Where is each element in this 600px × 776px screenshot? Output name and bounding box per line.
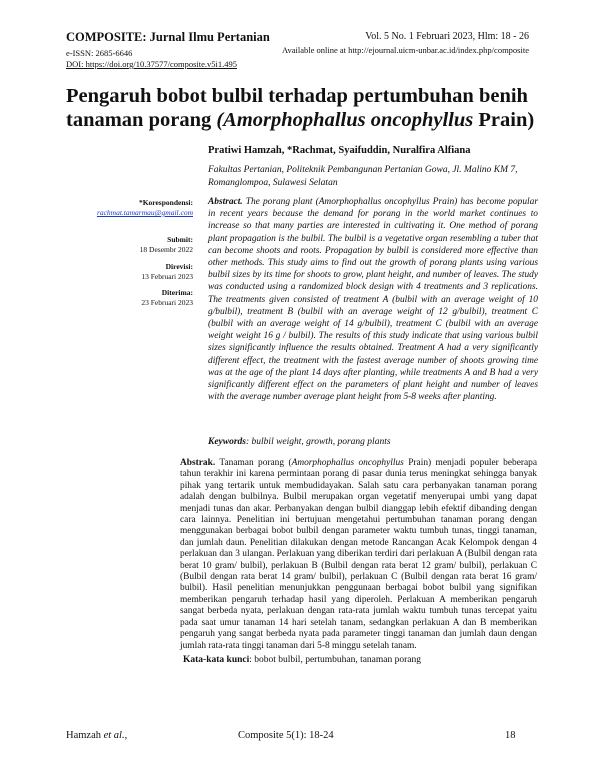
diterima-label: Diterima: [161,288,193,297]
volume-info: Vol. 5 No. 1 Februari 2023, Hlm: 18 - 26 [365,31,529,42]
page-number: 18 [505,730,516,741]
affiliation: Fakultas Pertanian, Politeknik Pembangunan Pertanian Gowa, Jl. Malino KM 7, Romanglompoa, Sulawesi Selatan [208,165,518,188]
keywords-en-text: : bulbil weight, growth, porang plants [246,437,391,447]
abstract-id-text-post: Prain) menjadi populer beberapa tahun terakhir ini karena permintaan porang di pasar dunia terus meningkat sehingga banyak pihak yang tertarik untuk membudidayakan. Salah satu cara perbanyakan tanaman porang adalah dengan bulbilnya. Bulbil merupakan organ vegetatif menyerupai umbi yang dapat menjadi tunas dan akar. Perbanyakan dengan bulbil dianggap lebih efektif dibanding dengan cara lainnya. Penelitian ini bertujuan mengetahui pertumbuhan tanaman porang dengan menggunakan berbagai bobot bulbil dengan parameter waktu tumbuh tunas, tinggi tanaman, dan jumlah daun. Penelitian dilakukan dengan metode Rancangan Acak Kelompok dengan 4 perlakuan dan 3 ulangan. Perlakuan yang diberikan terdiri dari perlakuan A (Bulbil dengan rata berat 10 gram/ bulbil), perlakuan B (Bulbil dengan rata berat 12 gram/ bulbil), perlakuan C (Bulbil dengan rata berat 14 gram/ bulbil), perlakuan C (Bulbil dengan rata berat 16 gram/ bulbil). Hasil penelitian menunjukkan penggunaan berbagai bobot bulbil yang signifikan memberikan pengaruh terhadap hasil yang diperoleh. Perlakuan A memberikan pengaruh sangat berbeda nyata, perlakuan dengan rata-rata jumlah waktu tumbuh tunas tercepat yaitu pada saat umur tanaman 14 hari setelah tanam, sedangkan perlakuan A dan B memberikan pengaruh yang sangat berbeda nyata pada parameter tinggi tanaman dan jumlah daun dengan jumlah rata-rata tinggi tanaman dari 5-8 minggu setelah tanam. [180,458,537,651]
title-scientific-name: (Amorphophallus oncophyllus [216,109,474,131]
revision-info [53,262,193,282]
abstract-en-lead: Abstract. [208,197,243,207]
title-suffix: Prain) [473,109,535,131]
abstract-id-lead: Abstrak. [180,458,216,468]
diterima-date: 23 Februari 2023 [141,298,193,307]
correspondence [53,198,193,218]
footer-citation: Composite 5(1): 18-24 [238,730,334,741]
footer-etal: et al., [103,730,128,741]
article-title [66,84,536,132]
keywords-english [208,437,391,447]
abstract-indonesian [180,458,537,652]
authors: Pratiwi Hamzah, *Rachmat, Syaifuddin, Nuralfira Alfiana [208,145,471,156]
doi-link[interactable]: DOI: https://doi.org/10.37577/composite.v5i1.495 [66,59,238,69]
footer-author [66,730,127,741]
submit-label: Submit: [167,235,193,244]
corr-email[interactable]: rachmat.tamarmau@gmail.com [96,208,193,217]
title-text: tanaman porang [66,109,217,131]
title-line-1: Pengaruh bobot bulbil terhadap pertumbuhan benih [66,85,528,107]
eissn: e-ISSN: 2685-6646 [66,48,133,58]
keywords-en-lead: Keywords [208,437,246,447]
keywords-indonesian [183,655,421,665]
abstract-en-text: The porang plant (Amorphophallus oncophyllus Prain) has become popular in recent years because the demand for porang in the world market continues to increase so that many parties are interested in cultivating it. One method of porang plant propagation is the bulbil. The bulbil is a vegetative organ resembling a tuber that can become shoots and roots. Propagation by bulbil is considered more effective than other methods. This study aims to find out the growth of porang plants using various bulbil sizes by its time for shoots to grow, plant height, and number of leaves. The study was conducted using a randomized block design with 4 treatments and 3 replications. The treatments given consisted of treatment A (bulbil with an average weight of 10 g/bulbil), treatment B (bulbil with an average weight of 12 g/bulbil), treatment C (bulbil with an average weight of 14 g/bulbil), treatment C (bulbil with an average weight weight 16 g / bulbil). The results of this study indicate that using various bulbil sizes significantly influence the results obtained. Treatment A had a very significantly different effect, the treatment with the fastest average number of shoots growing time was at the age of the plant 14 days after planting, while treatments A and B had a very significantly different effect on the parameters of plant height and number of leaves with the average number average plant height from 5-8 weeks after planting. [208,197,538,403]
keywords-id-text: : bobot bulbil, pertumbuhan, tanaman porang [249,655,422,665]
revisi-date: 13 Februari 2023 [141,272,193,281]
revisi-label: Direvisi: [165,262,193,271]
accepted-info [53,288,193,308]
abstract-id-text-pre: Tanaman porang ( [215,458,292,468]
available-online[interactable]: Available online at http://ejournal.uicm-unbar.ac.id/index.php/composite [282,45,529,55]
abstract-id-scientific-name: Amorphophallus oncophyllus [291,458,404,468]
submit-info [53,235,193,255]
abstract-english [208,196,538,403]
title-line-2 [66,108,536,132]
journal-name: COMPOSITE: Jurnal Ilmu Pertanian [66,30,270,44]
submit-date: 18 Desembr 2022 [139,245,193,254]
corr-label: *Korespondensi: [138,198,193,207]
footer-author-name: Hamzah [66,730,104,741]
keywords-id-lead: Kata-kata kunci [183,655,250,665]
